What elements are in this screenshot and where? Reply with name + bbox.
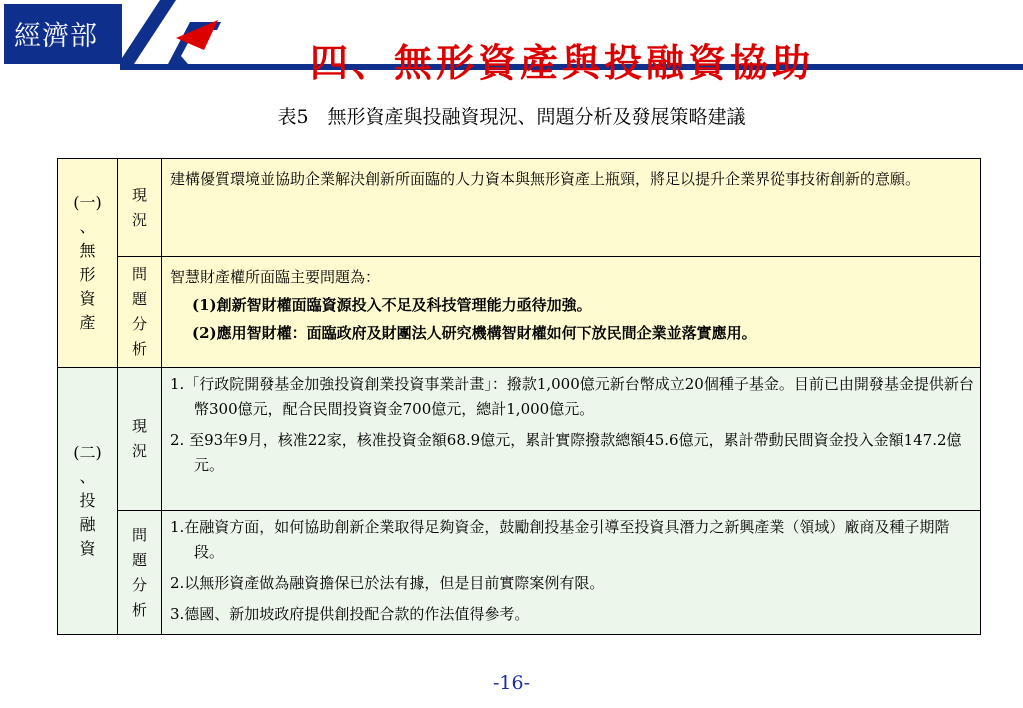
category-label: (一) 、 無 形 資 產 [73,192,102,332]
status-label: 現 況 [131,185,147,229]
status-item: 2. 至93年9月，核准22家，核准投資金額68.9億元，累計實際撥款總額45.6億元，累計帶動民間資金投入金額147.2億元。 [170,431,962,474]
issue-item: 3.德國、新加坡政府提供創投配合款的作法值得參考。 [170,605,530,623]
strategy-table [57,158,981,635]
issue-item: 1.在融資方面，如何協助創新企業取得足夠資金，鼓勵創投基金引導至投資具潛力之新興產業（領域）廠商及種子期階段。 [170,518,950,561]
status-label-cell [118,368,162,511]
status-label: 現 況 [131,417,147,460]
issue-content-cell [162,257,981,368]
ministry-logo-text: 經濟部 [14,21,98,52]
category-label: (二) 、 投 融 資 [73,442,102,558]
issue-label-cell [118,257,162,368]
issue-intro: 智慧財產權所面臨主要問題為： [170,268,381,286]
category-cell-intangible-assets [58,159,118,368]
issue-label: 問 題 分 析 [131,265,147,358]
status-text: 建構優質環境並協助企業解決創新所面臨的人力資本與無形資產上瓶頸，將足以提升企業界從事技術創新的意願。 [170,170,921,188]
ministry-logo-box [4,4,122,64]
status-item: 1.「行政院開發基金加強投資創業投資事業計畫」：撥款1,000億元新台幣成立20個種子基金。目前已由開發基金提供新台幣300億元，配合民間投資資金700億元，總計1,000億元。 [170,375,974,418]
page-number: -16- [492,672,531,694]
status-content-cell [162,159,981,257]
status-label-cell [118,159,162,257]
category-cell-investment-financing [58,368,118,635]
issue-item: 2.以無形資產做為融資擔保已於法有據，但是目前實際案例有限。 [170,574,605,592]
issue-label: 問 題 分 析 [131,525,147,619]
status-content-cell [162,368,981,511]
issue-item: (1)創新智財權面臨資源投入不足及科技管理能力亟待加強。 [192,296,592,314]
table-caption: 表5 無形資產與投融資現況、問題分析及發展策略建議 [277,106,746,128]
page-title: 四、無形資產與投融資協助 [310,40,815,85]
issue-label-cell [118,511,162,635]
issue-content-cell [162,511,981,635]
issue-item: (2)應用智財權：面臨政府及財團法人研究機構智財權如何下放民間企業並落實應用。 [192,324,757,342]
